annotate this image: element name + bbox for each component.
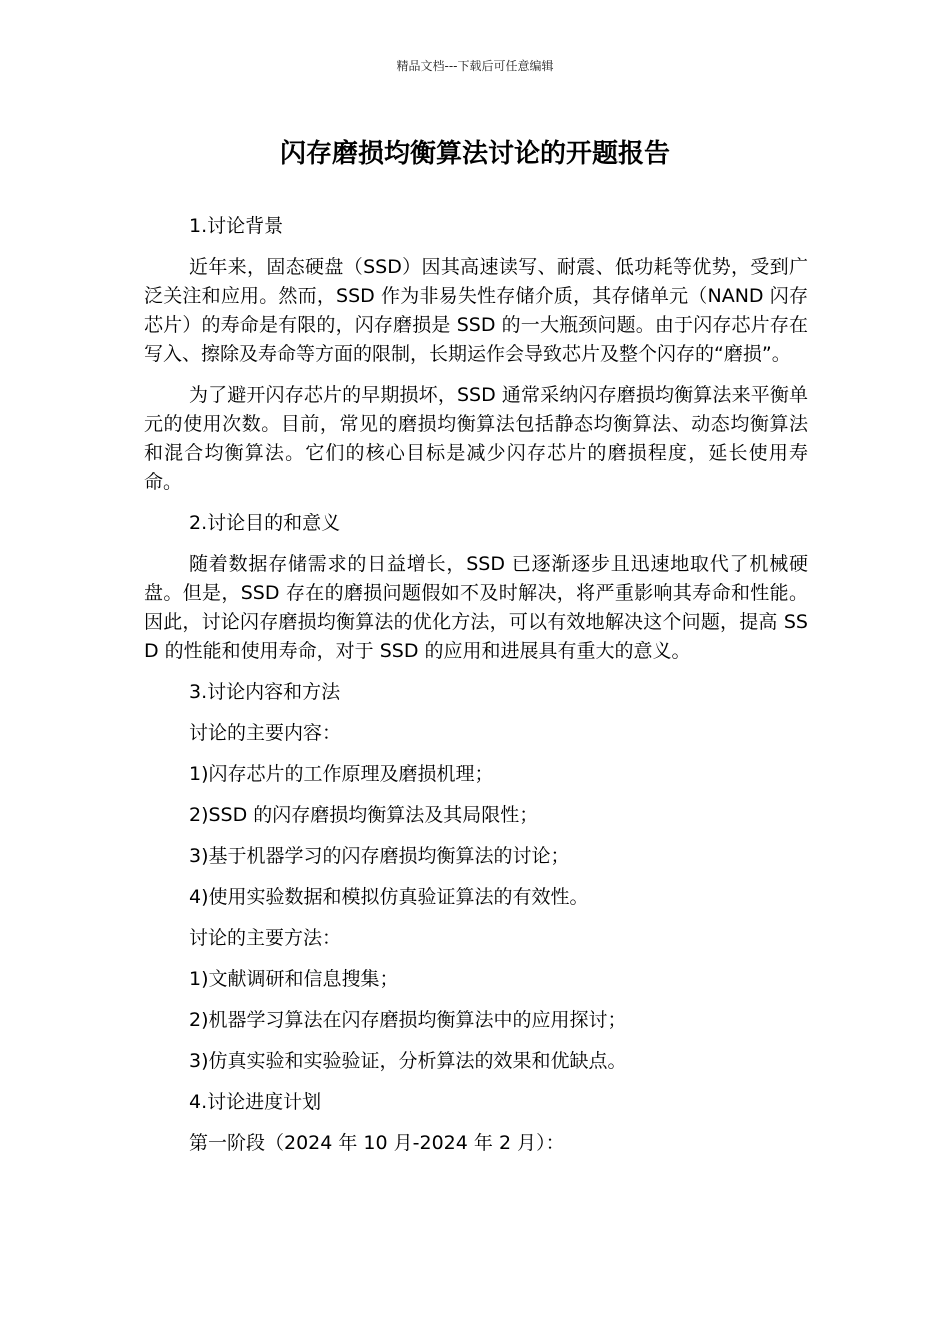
header-note: 精品文档---下载后可任意编辑 [396,59,554,73]
section-1-paragraph-2: 为了避开闪存芯片的早期损坏，SSD 通常采纳闪存磨损均衡算法来平衡单元的使用次数。目前，常见的磨损均衡算法包括静态均衡算法、动态均衡算法和混合均衡算法。它们的核心目标是减少闪存芯片的磨损程度，延长使用寿命。 [144,384,808,493]
content-list-label: 讨论的主要内容： [189,722,342,744]
list-item: 1)文献调研和信息搜集； [189,968,399,990]
method-list-label: 讨论的主要方法： [189,927,342,949]
section-2-heading: 2.讨论目的和意义 [189,512,341,534]
page-title: 闪存磨损均衡算法讨论的开题报告 [279,139,670,169]
list-item: 2)SSD 的闪存磨损均衡算法及其局限性； [189,804,539,826]
section-1-paragraph-1: 近年来，固态硬盘（SSD）因其高速读写、耐震、低功耗等优势，受到广泛关注和应用。然而，SSD 作为非易失性存储介质，其存储单元（NAND 闪存芯片）的寿命是有限的，闪存磨损是 SSD 的一大瓶颈问题。由于闪存芯片存在写入、擦除及寿命等方面的限制，长期运作会导致芯片及整个闪存的“磨损”。 [144,256,808,365]
list-item: 4)使用实验数据和模拟仿真验证算法的有效性。 [189,886,589,908]
document-body [144,212,808,1170]
section-4-heading: 4.讨论进度计划 [189,1091,322,1113]
section-1-heading: 1.讨论背景 [189,215,284,237]
section-3-heading: 3.讨论内容和方法 [189,681,341,703]
list-item: 3)仿真实验和实验验证，分析算法的效果和优缺点。 [189,1050,627,1072]
section-2-paragraph-1: 随着数据存储需求的日益增长，SSD 已逐渐逐步且迅速地取代了机械硬盘。但是，SSD 存在的磨损问题假如不及时解决，将严重影响其寿命和性能。因此，讨论闪存磨损均衡算法的优化方法，可以有效地解决这个问题，提高 SSD 的性能和使用寿命，对于 SSD 的应用和进展具有重大的意义。 [144,553,808,662]
list-item: 2)机器学习算法在闪存磨损均衡算法中的应用探讨； [189,1009,627,1031]
stage-1-line: 第一阶段（2024 年 10 月-2024 年 2 月）： [189,1132,565,1154]
list-item: 3)基于机器学习的闪存磨损均衡算法的讨论； [189,845,570,867]
list-item: 1)闪存芯片的工作原理及磨损机理； [189,763,494,785]
